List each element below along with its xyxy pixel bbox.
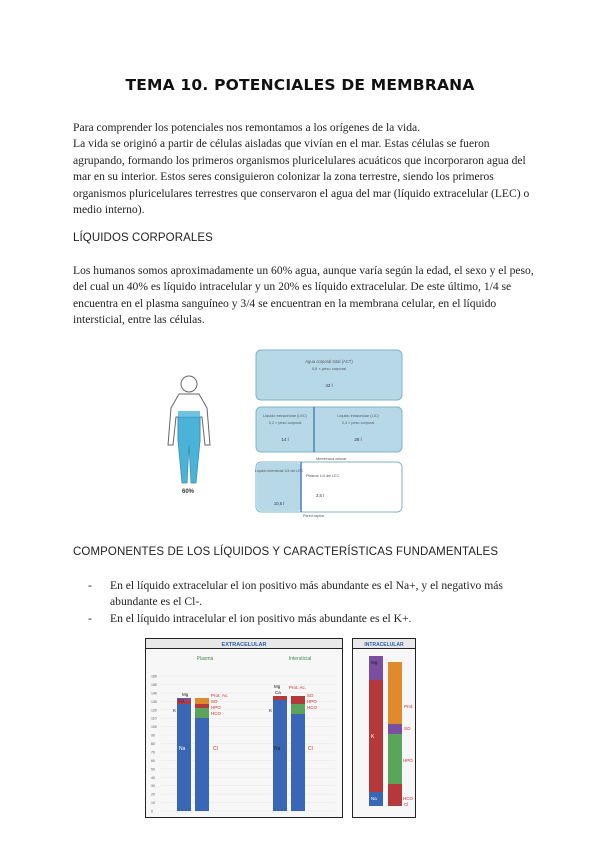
intracellular-ion-chart [352, 638, 416, 818]
interstitial-value: 10,5 l [273, 501, 285, 506]
y-tick-label: 130 [151, 699, 157, 704]
y-tick-label: 40 [151, 775, 155, 780]
y-tick-label: 60 [151, 758, 155, 763]
intro-line-2: La vida se originó a partir de células aisladas que vivían en el mar. Estas células se fueron agrupando, formando los primeros organismos pluricelulares acuáticos que incorporaron agua del mar en su interior. Estos seres consiguieron colonizar la zona terrestre, siendo los primeros organismos pluricelulares terrestres que conservaron el agua del mar (líquido extracelular (LEC) o medio interno). [73, 137, 530, 217]
plasma-title: Plasma [196, 656, 214, 662]
liquidos-text: Los humanos somos aproximadamente un 60% agua, aunque varía según la edad, el sexo y el peso, del cual un 40% es líquido intracelular y un 20% es líquido extracelular. De este último, 1/4 se encuentra en el plasma sanguíneo y 3/4 se encuentran en la membrana celular, en el líquido intersticial, entre las células. [73, 264, 534, 327]
svg-text:Na: Na [371, 796, 377, 801]
body-water-diagram [160, 345, 412, 525]
y-tick-label: 120 [151, 708, 157, 713]
total-water-sub: 0,6 × peso corporal [311, 366, 347, 371]
lic-label: Líquido intracelular (LIC) [337, 414, 379, 418]
membrane-label: Membrana celular [316, 457, 347, 461]
svg-text:Cl: Cl [213, 746, 218, 752]
svg-text:Na: Na [179, 746, 186, 752]
plasma-cation-bar [177, 704, 191, 811]
svg-text:Ca: Ca [178, 698, 184, 703]
intro-line-1: Para comprender los potenciales nos remontamos a los orígenes de la vida. [73, 121, 421, 134]
svg-text:HPO: HPO [403, 758, 413, 763]
interstitial-label: Líquido intersticial 3/4 del LEC [254, 469, 304, 473]
interstitial-cation-bar [273, 700, 287, 811]
interstitial-title: Intersticial [288, 656, 312, 662]
total-water-label: Agua corporal total (ACT) [305, 359, 353, 364]
svg-text:Ca: Ca [275, 690, 281, 695]
extracellular-title: EXTRACELULAR [221, 642, 267, 648]
y-tick-label: 20 [151, 792, 155, 797]
bullet-extracelular: - En el líquido extracelular el ion positivo más abundante es el Na+, y el negativo más abundante es el Cl-. [88, 579, 503, 609]
lec-sub: 0,2 × peso corporal [268, 421, 302, 425]
y-tick-label: 10 [151, 801, 155, 806]
svg-text:Prot.: Prot. [404, 704, 414, 709]
capillary-label: Pared capilar [303, 514, 325, 518]
y-tick-label: 110 [151, 716, 157, 721]
y-tick-label: 150 [151, 682, 157, 687]
total-water-value: 42 l [325, 383, 333, 388]
plasma-label: Plasma 1/4 del LEC [306, 474, 340, 478]
lic-sub: 0,4 × peso corporal [341, 421, 375, 425]
y-tick-label: 90 [151, 733, 155, 738]
intro-paragraph [73, 120, 543, 218]
svg-text:Mg: Mg [182, 692, 189, 697]
intracellular-title: INTRACELULAR [364, 642, 404, 648]
section-heading-componentes: COMPONENTES DE LOS LÍQUIDOS Y CARACTERÍSTICAS FUNDAMENTALES [73, 546, 499, 558]
svg-text:HPO: HPO [211, 705, 221, 710]
svg-text:HCO: HCO [403, 796, 413, 801]
svg-text:Ac.: Ac. [222, 693, 229, 698]
y-tick-label: 160 [151, 674, 157, 679]
liquidos-paragraph [73, 263, 543, 329]
svg-text:Cl: Cl [404, 802, 409, 807]
y-tick-label: 80 [151, 742, 155, 746]
extracellular-ion-chart [145, 638, 343, 818]
svg-text:Prot. Ac.: Prot. Ac. [289, 685, 307, 690]
svg-text:SO: SO [307, 693, 314, 698]
svg-text:Cl: Cl [308, 746, 313, 752]
lec-label: Líquido extracelular (LEC) [262, 414, 308, 418]
svg-text:K: K [371, 734, 375, 740]
intra-cation-bar [369, 680, 383, 806]
y-tick-label: 140 [151, 691, 157, 696]
lic-value: 28 l [354, 437, 362, 442]
svg-text:HPO: HPO [307, 699, 317, 704]
plasma-value: 3,5 l [316, 493, 324, 498]
lec-value: 14 l [281, 437, 289, 442]
human-figure-icon [168, 376, 210, 495]
page-title: TEMA 10. POTENCIALES DE MEMBRANA [125, 76, 475, 94]
y-tick-label: 70 [151, 750, 155, 755]
svg-text:K: K [269, 708, 273, 713]
svg-text:Mg: Mg [274, 684, 281, 689]
bullet-intracelular: - En el líquido intracelular el ion positivo más abundante es el K+. [88, 611, 412, 625]
percent-label: 60% [182, 489, 195, 495]
svg-text:SO: SO [404, 726, 411, 731]
svg-text:SO: SO [211, 699, 218, 704]
svg-text:K: K [173, 708, 177, 713]
y-tick-label: 30 [151, 784, 155, 789]
svg-text:HCO: HCO [307, 705, 317, 710]
y-tick-label: 50 [151, 767, 155, 772]
y-tick-label: 100 [151, 725, 157, 730]
svg-text:Mg: Mg [371, 660, 378, 665]
interstitial-anion-bar [291, 714, 305, 811]
plasma-anion-bar [195, 718, 209, 811]
svg-text:HCO: HCO [211, 711, 221, 716]
ion-bullet-list [88, 578, 538, 627]
svg-text:Prot.: Prot. [211, 693, 221, 698]
svg-text:Na: Na [274, 746, 281, 752]
y-tick-label: 0 [151, 809, 153, 814]
section-heading-liquidos: LÍQUIDOS CORPORALES [73, 232, 213, 244]
total-water-box [256, 350, 402, 400]
intra-anion-bar [388, 662, 402, 724]
